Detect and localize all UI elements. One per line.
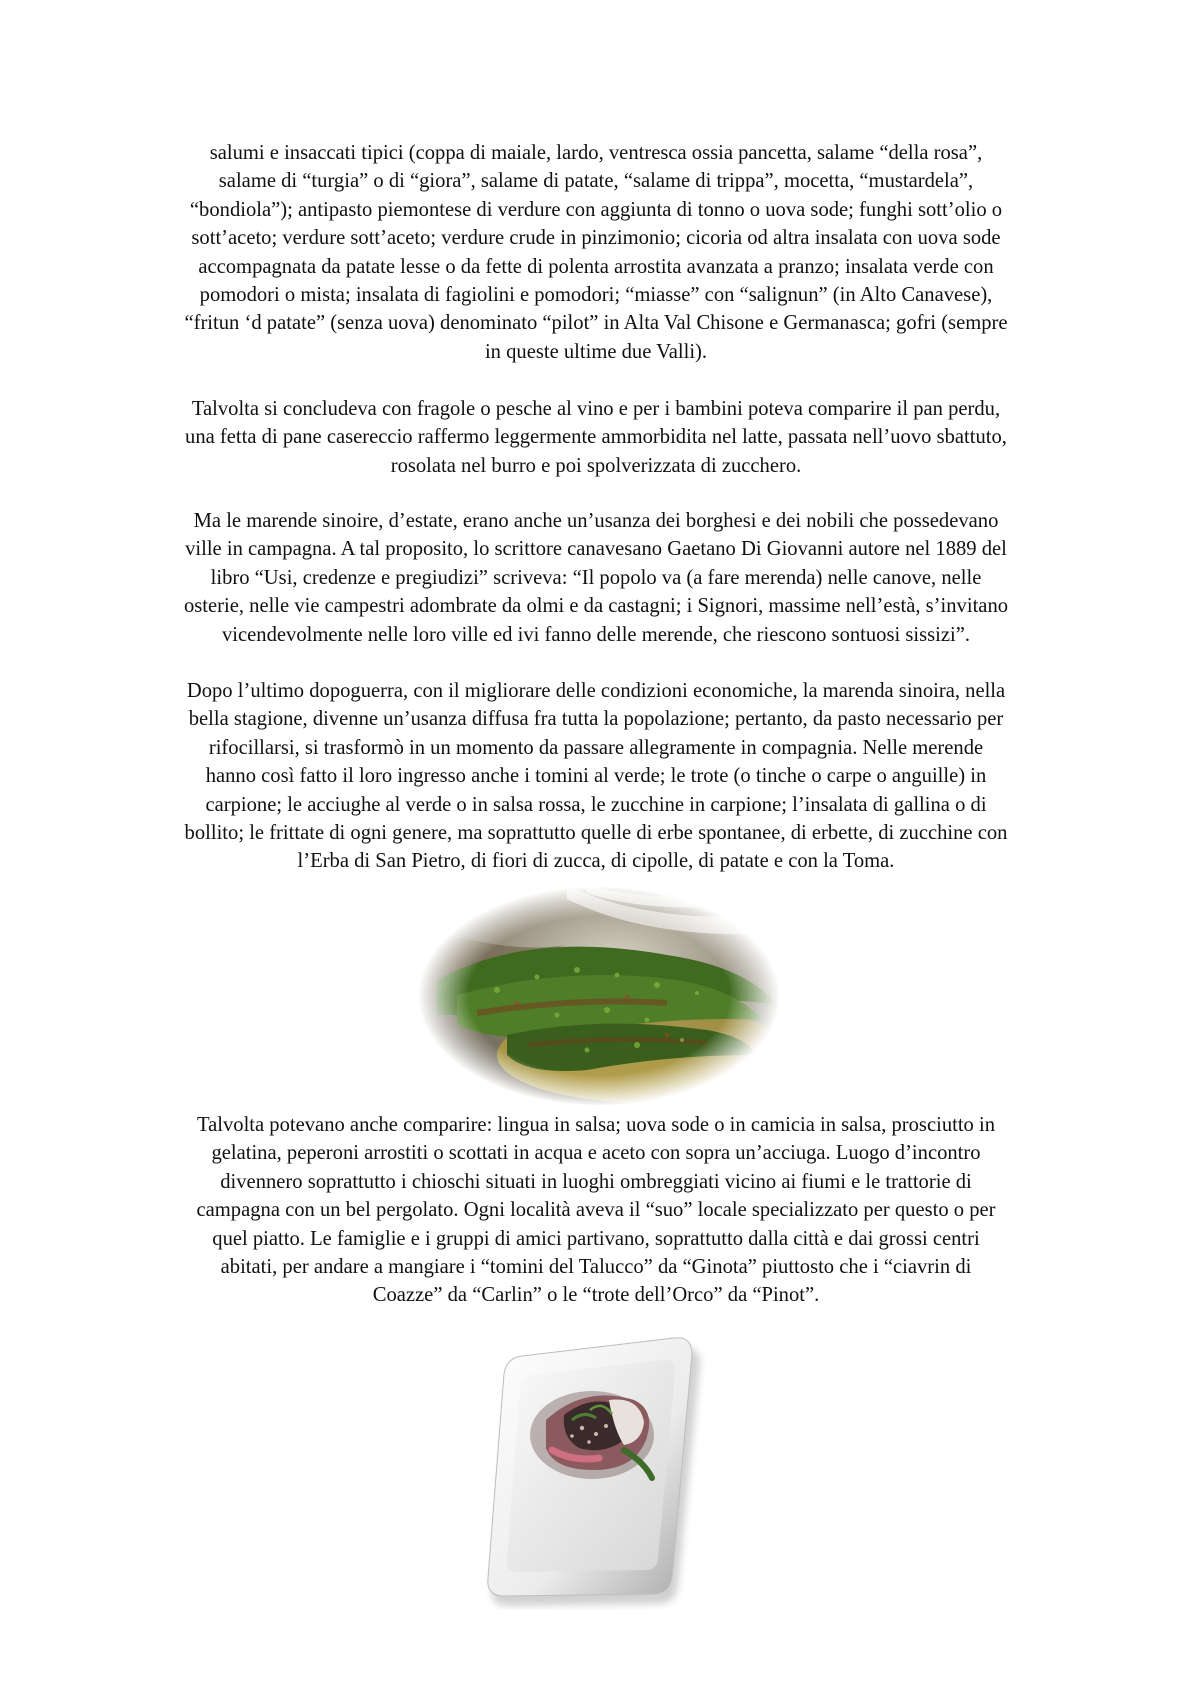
photo-anchovies-green-sauce: [417, 885, 781, 1107]
paragraph-pan-perdu: Talvolta si concludeva con fragole o pesche al vino e per i bambini poteva comparire il pan perdu, una fetta di pane casereccio raffermo leggermente ammorbidita nel latte, passata nell’uovo sbattuto, rosolata nel burro e poi spolverizzata di zucchero.: [185, 398, 1007, 477]
photo-plated-dish: [474, 1330, 724, 1610]
paragraph-marende-sinoire: Ma le marende sinoire, d’estate, erano anche un’usanza dei borghesi e dei nobili che possedevano ville in campagna. A tal proposito, lo scrittore canavesano Gaetano Di Giovanni autore nel 1889 del libro “Usi, credenze e pregiudizi” scriveva: “Il popolo va (a fare merenda) nelle canove, nelle osterie, nelle vie campestri adombrate da olmi e da castagni; i Signori, massime nell’està, s’invitano vicendevolmente nelle loro ville ed ivi fanno delle merende, che riescono sontuosi sissizi”.: [183, 510, 1009, 646]
paragraph-salumi: salumi e insaccati tipici (coppa di maiale, lardo, ventresca ossia pancetta, salame “della rosa”, salame di “turgia” o di “giora”, salame di patate, “salame di trippa”, mocetta, “mustardela”, “bondiola”); antipasto piemontese di verdure con aggiunta di tonno o uova sode; funghi sott’olio o sott’aceto; verdure sott’aceto; verdure crude in pinzimonio; cicoria od altra insalata con uova sode accompagnata da patate lesse o da fette di polenta arrostita avanzata a pranzo; insalata verde con pomodori o mista; insalata di fagiolini e pomodori; “miasse” con “salignun” (in Alto Canavese), “fritun ‘d patate” (senza uova) denominato “pilot” in Alta Val Chisone e Germanasca; gofri (sempre in queste ultime due Valli).: [184, 142, 1008, 363]
paragraph-dopoguerra: Dopo l’ultimo dopoguerra, con il migliorare delle condizioni economiche, la marenda sinoira, nella bella stagione, divenne un’usanza diffusa fra tutta la popolazione; pertanto, da pasto necessario per rifocillarsi, si trasformò in un momento da passare allegramente in compagnia. Nelle merende hanno così fatto il loro ingresso anche i tomini al verde; le trote (o tinche o carpe o anguille) in carpione; le acciughe al verde o in salsa rossa, le zucchine in carpione; l’insalata di gallina o di bollito; le frittate di ogni genere, ma soprattutto quelle di erbe spontanee, di erbette, di zucchine con l’Erba di San Pietro, di fiori di zucca, di cipolle, di patate e con la Toma.: [184, 680, 1008, 873]
paragraph-luoghi-incontro: Talvolta potevano anche comparire: lingua in salsa; uova sode o in camicia in salsa, prosciutto in gelatina, peperoni arrostiti o scottati in acqua e aceto con sopra un’acciuga. Luogo d’incontro divennero soprattutto i chioschi situati in luoghi ombreggiati vicino ai fiumi e le trattorie di campagna con un bel pergolato. Ogni località aveva il “suo” locale specializzato per questo o per quel piatto. Le famiglie e i gruppi di amici partivano, soprattutto dalla città e dai grossi centri abitati, per andare a mangiare i “tomini del Talucco” da “Ginota” piuttosto che i “ciavrin di Coazze” da “Carlin” o le “trote dell’Orco” da “Pinot”.: [196, 1114, 996, 1307]
anchovies-illustration: [417, 885, 781, 1107]
plated-dish-illustration: [474, 1330, 724, 1610]
